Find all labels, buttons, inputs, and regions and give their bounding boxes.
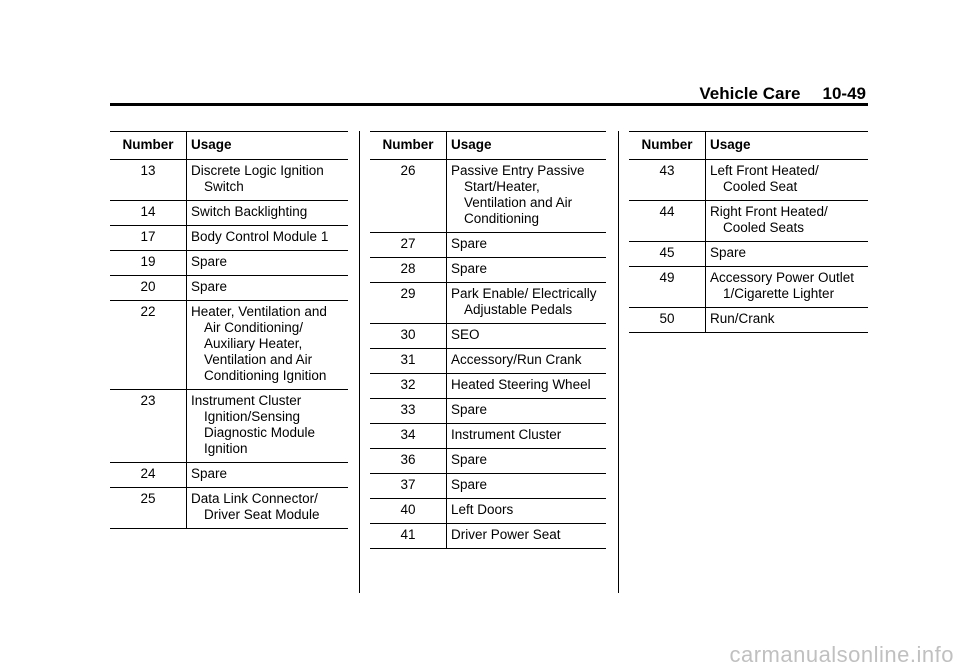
column-divider — [618, 131, 619, 593]
fuse-number: 49 — [629, 267, 706, 308]
fuse-usage-cell — [187, 390, 349, 463]
table-row — [110, 488, 348, 529]
fuse-usage-cell — [447, 349, 607, 374]
fuse-number: 22 — [110, 301, 187, 390]
watermark: carmanualsonline.info — [729, 642, 954, 667]
table-row — [370, 258, 606, 283]
fuse-usage-cell — [447, 258, 607, 283]
fuse-usage: Spare — [710, 245, 747, 260]
fuse-number: 34 — [370, 424, 447, 449]
table-row — [110, 160, 348, 201]
fuse-usage-cell — [447, 374, 607, 399]
fuse-usage-cell — [447, 424, 607, 449]
fuse-number: 27 — [370, 233, 447, 258]
fuse-usage: Spare — [451, 477, 488, 492]
fuse-usage-cell — [706, 201, 869, 242]
fuse-usage: Spare — [451, 452, 488, 467]
fuse-usage: Passive Entry Passive Start/Heater, Ventilation and Air Conditioning — [451, 163, 585, 226]
fuse-usage: Spare — [191, 254, 228, 269]
usage-header: Usage — [187, 132, 349, 160]
fuse-usage: Spare — [191, 466, 228, 481]
fuse-number: 50 — [629, 308, 706, 333]
fuse-usage-cell — [447, 399, 607, 424]
fuse-usage-cell — [187, 251, 349, 276]
fuse-table-2 — [370, 131, 606, 549]
table-row — [370, 233, 606, 258]
fuse-usage-cell — [447, 499, 607, 524]
table-row — [629, 242, 868, 267]
table-row — [110, 251, 348, 276]
fuse-usage-cell — [706, 308, 869, 333]
fuse-number: 33 — [370, 399, 447, 424]
fuse-usage: Left Front Heated/ Cooled Seat — [710, 163, 819, 194]
fuse-number: 20 — [110, 276, 187, 301]
fuse-number: 32 — [370, 374, 447, 399]
fuse-usage: Switch Backlighting — [191, 204, 308, 219]
fuse-number: 43 — [629, 160, 706, 201]
fuse-usage-cell — [706, 242, 869, 267]
fuse-usage-cell — [187, 201, 349, 226]
table-row — [110, 463, 348, 488]
header-rule — [110, 103, 868, 106]
table-row — [110, 276, 348, 301]
number-header: Number — [370, 132, 447, 160]
fuse-usage-cell — [706, 160, 869, 201]
fuse-usage-cell — [447, 449, 607, 474]
page-number: 10-49 — [822, 84, 866, 103]
fuse-usage: Spare — [191, 279, 228, 294]
fuse-number: 29 — [370, 283, 447, 324]
fuse-usage: Spare — [451, 261, 488, 276]
fuse-usage: Heated Steering Wheel — [451, 377, 591, 392]
table-row — [370, 474, 606, 499]
fuse-usage-cell — [187, 301, 349, 390]
fuse-number: 19 — [110, 251, 187, 276]
page-header — [110, 84, 866, 104]
table-row — [629, 160, 868, 201]
fuse-number: 25 — [110, 488, 187, 529]
fuse-number: 31 — [370, 349, 447, 374]
fuse-number: 40 — [370, 499, 447, 524]
fuse-number: 14 — [110, 201, 187, 226]
fuse-usage-cell — [447, 283, 607, 324]
fuse-usage: SEO — [451, 327, 480, 342]
table-row — [629, 267, 868, 308]
table-row — [370, 283, 606, 324]
fuse-usage-cell — [187, 160, 349, 201]
fuse-number: 13 — [110, 160, 187, 201]
table-row — [370, 324, 606, 349]
fuse-usage-cell — [706, 267, 869, 308]
table-row — [110, 301, 348, 390]
fuse-usage-cell — [447, 474, 607, 499]
fuse-usage-cell — [447, 324, 607, 349]
table-row — [370, 160, 606, 233]
table-row — [110, 226, 348, 251]
fuse-usage-cell — [447, 160, 607, 233]
table-row — [110, 390, 348, 463]
fuse-usage: Left Doors — [451, 502, 514, 517]
fuse-usage-cell — [187, 226, 349, 251]
table-row — [370, 349, 606, 374]
fuse-usage: Park Enable/ Electrically Adjustable Pedals — [451, 286, 597, 317]
usage-header: Usage — [706, 132, 869, 160]
table-row — [629, 308, 868, 333]
column-divider — [359, 131, 360, 593]
fuse-number: 24 — [110, 463, 187, 488]
fuse-number: 17 — [110, 226, 187, 251]
fuse-table-3 — [629, 131, 868, 333]
fuse-number: 37 — [370, 474, 447, 499]
table-row — [370, 424, 606, 449]
fuse-number: 23 — [110, 390, 187, 463]
table-row — [370, 374, 606, 399]
fuse-usage-cell — [447, 233, 607, 258]
table-row — [110, 201, 348, 226]
fuse-usage: Discrete Logic Ignition Switch — [191, 163, 324, 194]
fuse-usage: Run/Crank — [710, 311, 775, 326]
fuse-number: 28 — [370, 258, 447, 283]
table-row — [370, 449, 606, 474]
table-row — [370, 499, 606, 524]
fuse-usage: Accessory/Run Crank — [451, 352, 582, 367]
fuse-number: 36 — [370, 449, 447, 474]
fuse-usage-cell — [187, 463, 349, 488]
number-header: Number — [629, 132, 706, 160]
table-row — [370, 524, 606, 549]
section-title: Vehicle Care — [699, 84, 801, 103]
fuse-table-1 — [110, 131, 348, 529]
fuse-usage-cell — [187, 276, 349, 301]
usage-header: Usage — [447, 132, 607, 160]
fuse-usage: Spare — [451, 236, 488, 251]
fuse-usage: Instrument Cluster Ignition/Sensing Diagnostic Module Ignition — [191, 393, 316, 456]
fuse-number: 26 — [370, 160, 447, 233]
fuse-usage: Instrument Cluster — [451, 427, 562, 442]
fuse-usage-cell — [187, 488, 349, 529]
fuse-usage: Accessory Power Outlet 1/Cigarette Lighter — [710, 270, 855, 301]
fuse-usage: Body Control Module 1 — [191, 229, 329, 244]
table-row — [629, 201, 868, 242]
fuse-number: 30 — [370, 324, 447, 349]
fuse-usage: Right Front Heated/ Cooled Seats — [710, 204, 828, 235]
fuse-number: 41 — [370, 524, 447, 549]
fuse-usage: Data Link Connector/ Driver Seat Module — [191, 491, 320, 522]
table-row — [370, 399, 606, 424]
fuse-number: 45 — [629, 242, 706, 267]
fuse-usage: Spare — [451, 402, 488, 417]
fuse-number: 44 — [629, 201, 706, 242]
fuse-usage: Heater, Ventilation and Air Conditioning/ Auxiliary Heater, Ventilation and Air Conditioning Ignition — [191, 304, 327, 383]
number-header: Number — [110, 132, 187, 160]
fuse-usage-cell — [447, 524, 607, 549]
fuse-usage: Driver Power Seat — [451, 527, 561, 542]
